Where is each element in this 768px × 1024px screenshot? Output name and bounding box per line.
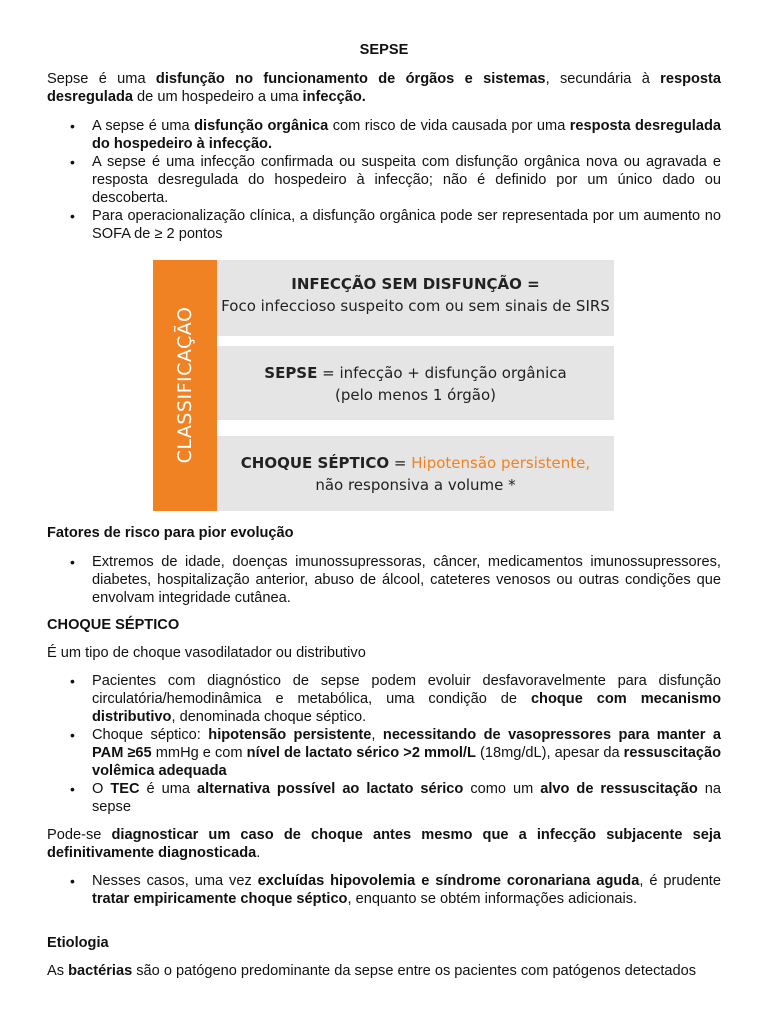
list-item [47, 780, 721, 816]
risk-heading: Fatores de risco para pior evolução [47, 525, 294, 541]
para-bold: bactérias [68, 963, 133, 979]
box-bold: CHOQUE SÉPTICO [240, 454, 390, 472]
box-highlight: Hipotensão persistente, [411, 454, 591, 472]
item-text: O [92, 781, 111, 797]
list-item [47, 117, 721, 153]
item-text: , é prudente [639, 873, 721, 889]
item-text: na sepse [92, 781, 721, 815]
item-text: (18mg/dL), apesar da [475, 745, 624, 761]
etiology-heading: Etiologia [47, 935, 109, 951]
classification-side-bar [153, 260, 217, 511]
box-text: = infecção + disfunção orgânica [317, 364, 567, 382]
para-text: As [47, 963, 69, 979]
septic-shock-heading: CHOQUE SÉPTICO [47, 617, 180, 633]
item-bold: resposta desregulada do hospedeiro à infecção. [92, 118, 721, 152]
item-bold: nível de lactato sérico >2 mmol/L [246, 745, 476, 761]
item-text: Choque séptico: [92, 727, 209, 743]
shock-intro: É um tipo de choque vasodilatador ou distributivo [47, 645, 366, 661]
item-bold: alternativa possível ao lactato sérico [196, 781, 464, 797]
box-line: Foco infeccioso suspeito com ou sem sinais de SIRS [221, 297, 610, 315]
item-bold: TEC [110, 781, 140, 797]
infection-box [217, 260, 614, 336]
para-bold: diagnosticar um caso de choque antes mesmo que a infecção subjacente seja definitivamente diagnosticada [47, 827, 721, 861]
box-line [217, 454, 614, 472]
etiology-paragraph [47, 962, 721, 980]
intro-text: Sepse é uma [47, 71, 156, 87]
risk-bullet-list [47, 553, 721, 607]
intro-bold: disfunção no funcionamento de órgãos e sistemas [155, 71, 546, 87]
box-text: = [389, 454, 412, 472]
item-bold: ressuscitação volêmica adequada [92, 745, 722, 779]
page-title: SEPSE [359, 42, 409, 58]
shock-empirical-list [47, 872, 721, 908]
intro-bold: resposta desregulada [47, 71, 721, 105]
item-text: , [371, 727, 383, 743]
list-item: • A sepse é uma infecção confirmada ou suspeita com disfunção orgânica nova ou agravada e resposta desregulada do hospedeiro à infecção; não é definido por um único dado ou descoberta. [47, 153, 721, 207]
list-item [47, 872, 721, 908]
para-text: Pode-se [47, 827, 112, 843]
box-line: (pelo menos 1 órgão) [335, 386, 496, 404]
item-text: é uma [139, 781, 197, 797]
item-text: Pacientes com diagnóstico de sepse podem evoluir desfavoravelmente para disfunção circulatória/hemodinâmica e metabólica, uma condição de [92, 673, 721, 707]
classification-label: CLASSIFICAÇÃO [174, 306, 196, 464]
list-item [47, 672, 721, 726]
item-text: mmHg e com [151, 745, 247, 761]
list-item [47, 726, 721, 780]
sepsis-bullet-list [47, 117, 721, 243]
item-text: , enquanto se obtém informações adicionais. [347, 891, 638, 907]
intro-text: de um hospedeiro a uma [132, 89, 303, 105]
item-bold: alvo de ressuscitação [540, 781, 698, 797]
box-line: não responsiva a volume * [315, 476, 516, 494]
box-line [217, 364, 614, 382]
classification-figure [153, 260, 614, 511]
list-item: • Extremos de idade, doenças imunossupressoras, câncer, medicamentos imunossupressores, diabetes, hospitalização anterior, abuso de álcool, cateteres venosos ou outras condições que envolvam integridade cutânea. [47, 553, 721, 607]
para-text: são o patógeno predominante da sepse entre os pacientes com patógenos detectados [132, 963, 697, 979]
item-text: Nesses casos, uma vez [92, 873, 258, 889]
item-text: , denominada choque séptico. [171, 709, 367, 725]
item-bold: necessitando de vasopressores para manter a PAM ≥65 [92, 727, 721, 761]
item-text: como um [463, 781, 541, 797]
item-bold: disfunção orgânica [194, 118, 329, 134]
item-bold: excluídas hipovolemia e síndrome coronariana aguda [257, 873, 640, 889]
item-bold: choque com mecanismo distributivo [92, 691, 722, 725]
intro-paragraph [47, 70, 721, 106]
box-bold: SEPSE [264, 364, 318, 382]
item-bold: tratar empiricamente choque séptico [92, 891, 348, 907]
item-bold: hipotensão persistente [208, 727, 372, 743]
shock-diagnosis-paragraph [47, 826, 721, 862]
para-text: . [256, 845, 261, 861]
item-text: com risco de vida causada por uma [328, 118, 570, 134]
intro-text: , secundária à [545, 71, 661, 87]
box-line: INFECÇÃO SEM DISFUNÇÃO = [291, 275, 540, 293]
item-text: A sepse é uma [92, 118, 195, 134]
shock-bullet-list [47, 672, 721, 816]
intro-bold: infecção. [302, 89, 366, 105]
septic-shock-box [217, 436, 614, 511]
sepsis-box [217, 346, 614, 420]
list-item: • Para operacionalização clínica, a disfunção orgânica pode ser representada por um aumento no SOFA de ≥ 2 pontos [47, 207, 721, 243]
